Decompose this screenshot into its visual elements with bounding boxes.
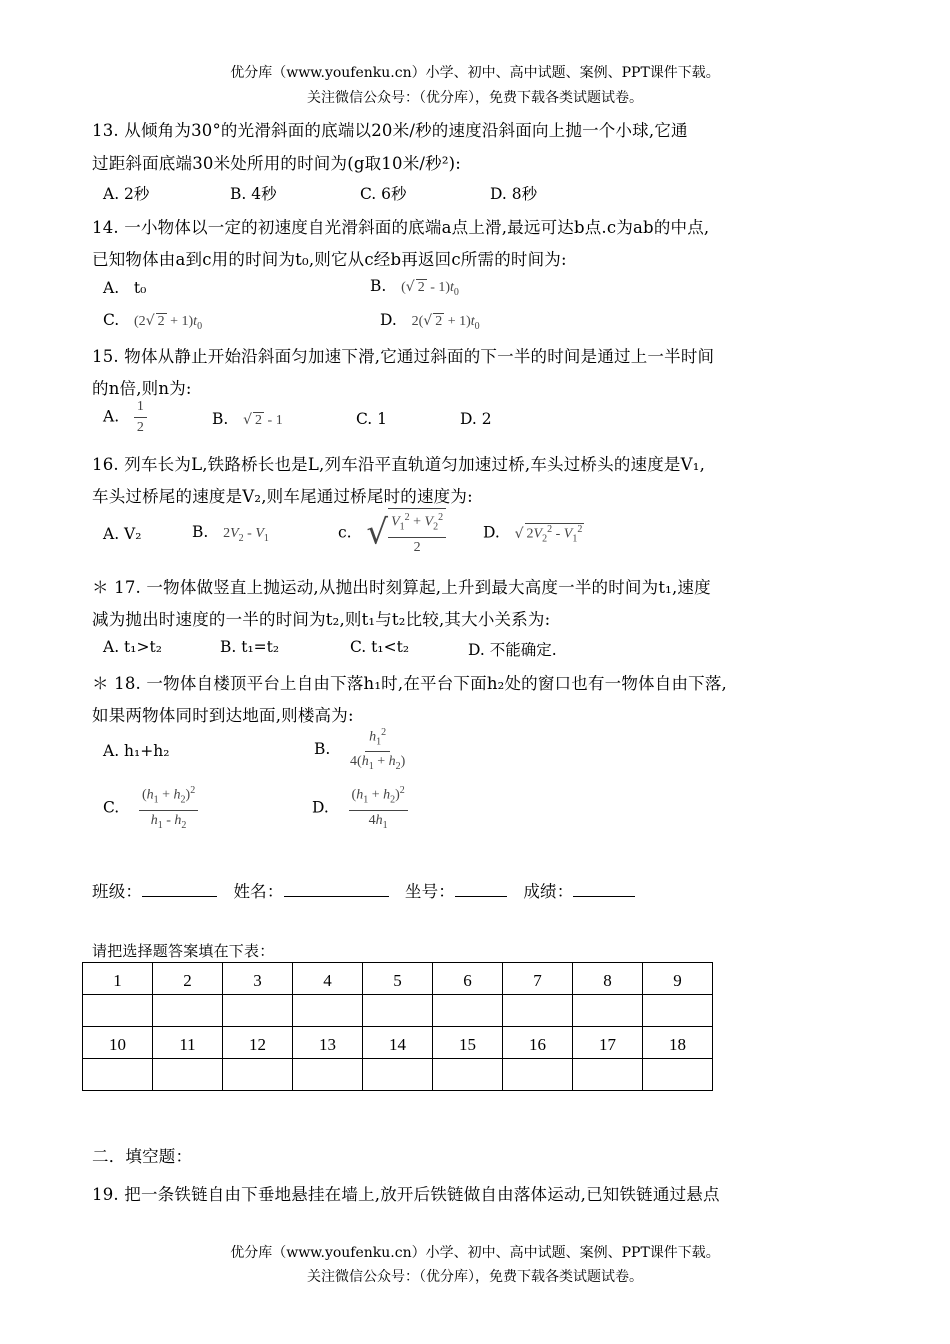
answer-cell[interactable] — [573, 995, 643, 1027]
section-2-heading: 二．填空题： — [92, 1147, 193, 1166]
q14-option-d: D. 2(√ $2 + 1)t_0$ — [380, 311, 480, 332]
name-label: 姓名： — [233, 882, 284, 901]
question-number-cell: 13 — [293, 1027, 363, 1059]
question-number-cell: 12 — [223, 1027, 293, 1059]
q15-option-b: B. √ 2 - 1 — [212, 410, 283, 428]
page-header-line2: 关注微信公众号：（优分库），免费下载各类试题试卷。 — [307, 90, 643, 106]
question-number-cell: 14 — [363, 1027, 433, 1059]
question-number-cell: 17 — [573, 1027, 643, 1059]
q14-option-b: B. (√ $2 - 1)t_0$ — [370, 277, 459, 298]
q18-line1: ＊ 18. 一物体自楼顶平台上自由下落h₁时,在平台下面h₂处的窗口也有一物体自由下落, — [92, 674, 728, 693]
q18-option-d: D. $\frac{(h_1 + h_2)^2}{4h_1}$ — [312, 782, 408, 835]
q13-option-c: C. 6秒 — [360, 185, 407, 203]
page-footer-line1: 优分库（www.youfenku.cn）小学、初中、高中试题、案例、PPT课件下载。 — [230, 1245, 720, 1261]
question-number-cell: 7 — [503, 963, 573, 995]
answer-cell[interactable] — [363, 995, 433, 1027]
q15-option-a: A. $\frac{1}{2}$ — [103, 398, 147, 437]
q15-option-d: D. 2 — [460, 410, 492, 428]
q19-line1: 19. 把一条铁链自由下垂地悬挂在墙上,放开后铁链做自由落体运动,已知铁链通过悬点 — [92, 1185, 720, 1204]
q14-line2: 已知物体由a到c用的时间为t₀,则它从c经b再返回c所需的时间为: — [92, 250, 567, 269]
question-number-cell: 15 — [433, 1027, 503, 1059]
question-number-cell: 1 — [83, 963, 153, 995]
question-number-cell: 4 — [293, 963, 363, 995]
q13-option-a: A. 2秒 — [103, 185, 150, 203]
page-footer-line2: 关注微信公众号：（优分库），免费下载各类试题试卷。 — [307, 1269, 643, 1285]
page-header-line1: 优分库（www.youfenku.cn）小学、初中、高中试题、案例、PPT课件下载。 — [230, 65, 720, 81]
answer-cell[interactable] — [223, 995, 293, 1027]
answer-cell[interactable] — [153, 1059, 223, 1091]
q16-option-d: D. √ $2V_2^2 - V_1^2$ — [483, 523, 583, 545]
q18-option-a: A. h₁+h₂ — [103, 742, 170, 760]
score-label: 成绩： — [523, 882, 574, 901]
class-field[interactable] — [142, 880, 217, 897]
seat-label: 坐号： — [404, 882, 456, 901]
seat-field[interactable] — [455, 880, 507, 897]
name-field[interactable] — [284, 880, 389, 897]
answer-cell[interactable] — [83, 995, 153, 1027]
score-field[interactable] — [573, 880, 635, 897]
question-number-cell: 6 — [433, 963, 503, 995]
question-number-cell: 16 — [503, 1027, 573, 1059]
q14-line1: 14. 一小物体以一定的初速度自光滑斜面的底端a点上滑,最远可达b点.c为ab的中点, — [92, 218, 710, 237]
q18-line2: 如果两物体同时到达地面,则楼高为: — [92, 706, 354, 725]
answer-cell[interactable] — [643, 995, 713, 1027]
question-number-cell: 18 — [643, 1027, 713, 1059]
answer-table — [82, 962, 713, 1091]
answer-cell[interactable] — [433, 995, 503, 1027]
q18-option-b: B. $\frac{h_1^2}{4(h_1 + h_2)}$ — [314, 724, 405, 776]
question-number-cell: 9 — [643, 963, 713, 995]
q18-option-c: C. $\frac{(h_1 + h_2)^2}{h_1 - h_2}$ — [103, 782, 198, 835]
answer-cell[interactable] — [83, 1059, 153, 1091]
q13-line1: 13. 从倾角为30°的光滑斜面的底端以20米/秒的速度沿斜面向上抛一个小球,它通 — [92, 121, 688, 140]
answer-cell[interactable] — [433, 1059, 503, 1091]
q15-line2: 的n倍,则n为: — [92, 379, 192, 398]
q17-line1: ＊ 17. 一物体做竖直上抛运动,从抛出时刻算起,上升到最大高度一半的时间为t₁,速度 — [92, 578, 711, 597]
q13-option-d: D. 8秒 — [490, 185, 538, 203]
answer-row-1 — [83, 995, 713, 1027]
answer-cell[interactable] — [293, 1059, 363, 1091]
answer-cell[interactable] — [293, 995, 363, 1027]
q14-option-c: C. (2√ $2 + 1)t_0$ — [103, 311, 203, 332]
answer-cell[interactable] — [223, 1059, 293, 1091]
answer-table-header-row-2 — [83, 1027, 713, 1059]
answer-row-2 — [83, 1059, 713, 1091]
question-number-cell: 2 — [153, 963, 223, 995]
table-caption: 请把选择题答案填在下表： — [92, 942, 275, 960]
question-number-cell: 3 — [223, 963, 293, 995]
q16-option-a: A. V₂ — [103, 525, 142, 543]
question-number-cell: 5 — [363, 963, 433, 995]
q16-option-b: B. $2V_2 - V_1$ — [192, 523, 269, 544]
q17-option-b: B. t₁=t₂ — [220, 638, 280, 656]
question-number-cell: 11 — [153, 1027, 223, 1059]
q13-option-b: B. 4秒 — [230, 185, 277, 203]
q16-line2: 车头过桥尾的速度是V₂,则车尾通过桥尾时的速度为: — [92, 487, 473, 506]
question-number-cell: 8 — [573, 963, 643, 995]
answer-cell[interactable] — [363, 1059, 433, 1091]
q15-option-c: C. 1 — [356, 410, 388, 428]
answer-cell[interactable] — [503, 1059, 573, 1091]
answer-cell[interactable] — [573, 1059, 643, 1091]
answer-cell[interactable] — [503, 995, 573, 1027]
question-number-cell: 10 — [83, 1027, 153, 1059]
answer-cell[interactable] — [153, 995, 223, 1027]
answer-table-header-row-1 — [83, 963, 713, 995]
class-label: 班级： — [92, 882, 143, 901]
q17-option-a: A. t₁>t₂ — [103, 638, 162, 656]
student-info-line — [92, 878, 635, 902]
q16-line1: 16. 列车长为L,铁路桥长也是L,列车沿平直轨道匀加速过桥,车头过桥头的速度是V₁, — [92, 455, 706, 474]
q17-line2: 减为抛出时速度的一半的时间为t₂,则t₁与t₂比较,其大小关系为: — [92, 610, 551, 629]
q13-line2: 过距斜面底端30米处所用的时间为(g取10米/秒²): — [92, 154, 462, 173]
q17-option-c: C. t₁<t₂ — [350, 638, 410, 656]
q15-line1: 15. 物体从静止开始沿斜面匀加速下滑,它通过斜面的下一半的时间是通过上一半时间 — [92, 347, 715, 366]
q14-option-a: A. t₀ — [103, 279, 147, 297]
q17-option-d: D. 不能确定. — [468, 641, 557, 659]
q16-option-c: c. √ $\frac{V_1^2 + V_2^2}{2}$ — [338, 508, 446, 557]
answer-cell[interactable] — [643, 1059, 713, 1091]
